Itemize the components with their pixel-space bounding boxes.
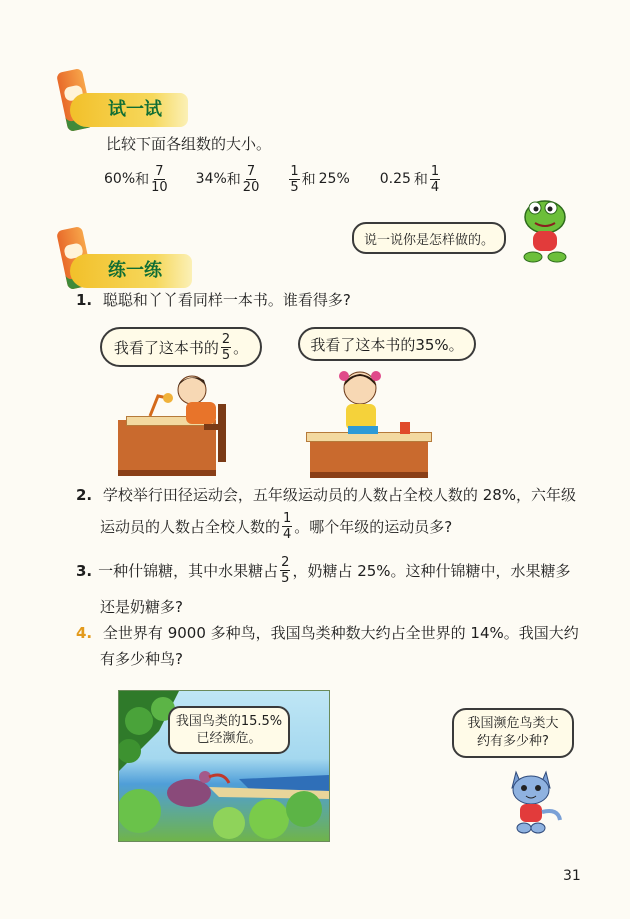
page-number: 31 [563,868,581,884]
comparison-row [104,163,484,195]
girl-reading-illustration [330,364,420,438]
try-section-title: 试一试 [108,99,162,120]
boy-speech-bubble: 我看了这本书的 $\frac{2}{5}$ 。 [100,327,262,367]
fraction: $\frac{7}{10}$ [151,163,168,195]
question-1: 1. 聪聪和丫丫看同样一本书。谁看得多? [76,291,351,309]
try-prompt: 比较下面各组数的大小。 [106,135,272,153]
scene-speech-bubble: 我国鸟类的15.5% 已经濒危。 [168,706,290,754]
pair-2: 34% 和 $\frac{7}{20}$ [195,163,260,195]
cat-speech-bubble: 我国濒危鸟类大 约有多少种? [452,708,574,758]
frog-speech-bubble: 说一说你是怎样做的。 [352,222,506,254]
cat-mascot-icon [502,762,566,838]
pair-1: 60% 和 $\frac{7}{10}$ [104,163,168,195]
fraction: $\frac{1}{4}$ [283,511,292,542]
pair-3: $\frac{1}{5}$ 和 25% [290,163,350,195]
fraction: $\frac{1}{5}$ [290,163,299,195]
fraction: $\frac{7}{20}$ [242,163,260,195]
fraction: $\frac{2}{5}$ [221,331,231,363]
question-3-line-2: 还是奶糖多? [100,598,183,616]
question-3: 3. 一种什锦糖，其中水果糖占 $\frac{2}{5}$ ，奶糖占 25%。这种什锦糖中，水果糖多 [76,555,571,586]
girl-desk [310,436,428,478]
fraction: $\frac{1}{4}$ [430,163,440,195]
question-2-line-2: 运动员的人数占全校人数的 $\frac{1}{4}$ 。哪个年级的运动员多? [100,511,453,542]
question-4: 4. 全世界有 9000 多种鸟，我国鸟类种数大约占全世界的 14%。我国大约 [76,624,579,642]
fraction: $\frac{2}{5}$ [281,555,290,586]
practice-section-title: 练一练 [108,260,162,281]
practice-section-banner [70,254,192,288]
boy-studying-illustration [140,368,240,468]
pair-4: 0.25 和 $\frac{1}{4}$ [379,163,440,195]
try-section-banner [70,93,188,127]
question-4-line-2: 有多少种鸟? [100,650,183,668]
frog-mascot-icon [515,195,575,267]
girl-speech-bubble: 我看了这本书的35%。 [298,327,476,361]
question-2: 2. 学校举行田径运动会，五年级运动员的人数占全校人数的 28%，六年级 [76,486,577,504]
